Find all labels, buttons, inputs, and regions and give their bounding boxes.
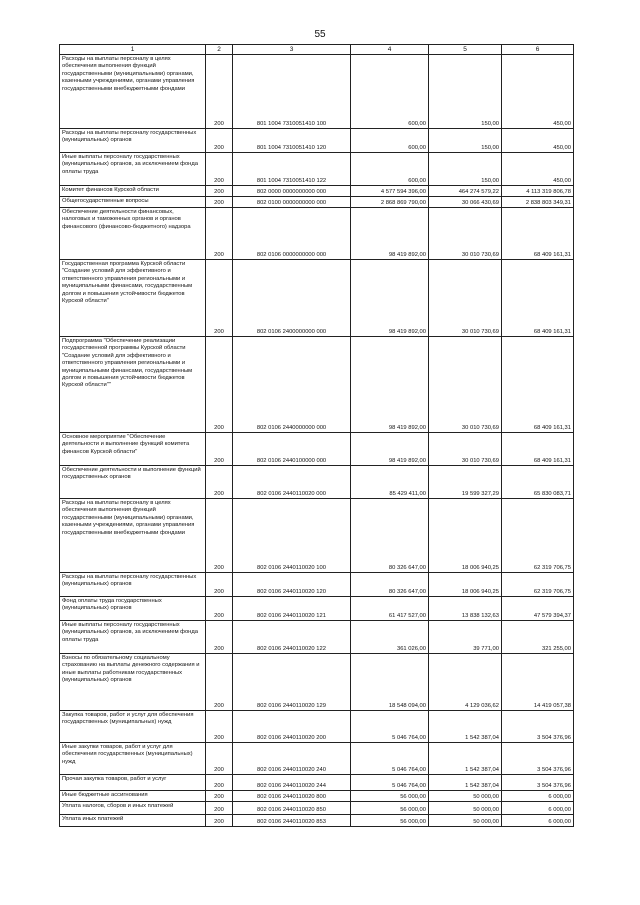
row-budget-code: 802 0106 2440100000 000 — [233, 433, 351, 466]
row-admin-code: 200 — [206, 433, 233, 466]
row-remaining-amount: 68 409 161,31 — [502, 433, 574, 466]
row-budget-code: 802 0106 2440110020 800 — [233, 791, 351, 802]
column-header: 2 — [206, 45, 233, 55]
row-executed-amount: 1 542 387,04 — [429, 743, 502, 775]
row-admin-code: 200 — [206, 621, 233, 654]
row-remaining-amount: 6 000,00 — [502, 815, 574, 827]
row-executed-amount: 4 129 036,62 — [429, 654, 502, 711]
row-approved-amount: 98 419 892,00 — [351, 260, 429, 337]
row-approved-amount: 80 326 647,00 — [351, 573, 429, 597]
table-row — [60, 466, 574, 499]
row-remaining-amount: 3 504 376,96 — [502, 775, 574, 791]
row-executed-amount: 18 006 940,25 — [429, 573, 502, 597]
row-admin-code: 200 — [206, 197, 233, 208]
row-executed-amount: 18 006 940,25 — [429, 499, 502, 573]
row-name: Расходы на выплаты персоналу в целях обеспечения выполнения функций государственными (муниципальными) органами, казенными учреждениями, органами управления государственными внебюджетными фондами — [60, 55, 206, 129]
row-approved-amount: 85 429 411,00 — [351, 466, 429, 499]
row-budget-code: 801 1004 7310051410 120 — [233, 129, 351, 153]
row-budget-code: 802 0106 2440000000 000 — [233, 337, 351, 433]
page-number: 55 — [314, 29, 326, 40]
row-admin-code: 200 — [206, 597, 233, 621]
row-name: Расходы на выплаты персоналу в целях обеспечения выполнения функций государственными (муниципальными) органами, казенными учреждениями, органами управления государственными внебюджетными фондами — [60, 499, 206, 573]
row-budget-code: 802 0106 2440110020 244 — [233, 775, 351, 791]
row-remaining-amount: 450,00 — [502, 55, 574, 129]
row-name: Комитет финансов Курской области — [60, 186, 206, 197]
table-row — [60, 743, 574, 775]
row-name: Общегосударственные вопросы — [60, 197, 206, 208]
row-budget-code: 802 0000 0000000000 000 — [233, 186, 351, 197]
row-remaining-amount: 14 419 057,38 — [502, 654, 574, 711]
row-name: Обеспечение деятельности финансовых, налоговых и таможенных органов и органов финансового (финансово-бюджетного) надзора — [60, 208, 206, 260]
row-executed-amount: 50 000,00 — [429, 791, 502, 802]
table-row — [60, 815, 574, 827]
row-name: Прочая закупка товаров, работ и услуг — [60, 775, 206, 791]
row-name: Основное мероприятие "Обеспечение деятельности и выполнение функций комитета финансов Курской области" — [60, 433, 206, 466]
row-admin-code: 200 — [206, 153, 233, 186]
row-remaining-amount: 450,00 — [502, 153, 574, 186]
table-row — [60, 711, 574, 743]
row-executed-amount: 150,00 — [429, 153, 502, 186]
row-admin-code: 200 — [206, 129, 233, 153]
table-header-row — [60, 45, 574, 55]
row-executed-amount: 19 599 327,29 — [429, 466, 502, 499]
row-remaining-amount: 3 504 376,96 — [502, 711, 574, 743]
row-approved-amount: 361 026,00 — [351, 621, 429, 654]
row-admin-code: 200 — [206, 260, 233, 337]
row-executed-amount: 30 010 730,69 — [429, 337, 502, 433]
table-row — [60, 621, 574, 654]
row-budget-code: 802 0106 2440110020 853 — [233, 815, 351, 827]
column-header: 5 — [429, 45, 502, 55]
table-row — [60, 791, 574, 802]
row-budget-code: 802 0100 0000000000 000 — [233, 197, 351, 208]
row-name: Иные бюджетные ассигнования — [60, 791, 206, 802]
row-approved-amount: 80 326 647,00 — [351, 499, 429, 573]
row-budget-code: 802 0106 2440110020 000 — [233, 466, 351, 499]
row-budget-code: 802 0106 2440110020 129 — [233, 654, 351, 711]
row-budget-code: 802 0106 2440110020 121 — [233, 597, 351, 621]
row-approved-amount: 18 548 094,00 — [351, 654, 429, 711]
row-approved-amount: 56 000,00 — [351, 791, 429, 802]
row-approved-amount: 600,00 — [351, 129, 429, 153]
column-header: 3 — [233, 45, 351, 55]
table-row — [60, 802, 574, 815]
table-row — [60, 197, 574, 208]
row-remaining-amount: 450,00 — [502, 129, 574, 153]
row-admin-code: 200 — [206, 186, 233, 197]
row-admin-code: 200 — [206, 815, 233, 827]
row-budget-code: 802 0106 2440110020 120 — [233, 573, 351, 597]
table-row — [60, 55, 574, 129]
row-remaining-amount: 65 830 083,71 — [502, 466, 574, 499]
row-admin-code: 200 — [206, 775, 233, 791]
row-name: Иные выплаты персоналу государственных (муниципальных) органов, за исключением фонда оплаты труда — [60, 621, 206, 654]
row-name: Иные выплаты персоналу государственных (муниципальных) органов, за исключением фонда оплаты труда — [60, 153, 206, 186]
table-row — [60, 654, 574, 711]
row-remaining-amount: 321 255,00 — [502, 621, 574, 654]
row-admin-code: 200 — [206, 802, 233, 815]
row-remaining-amount: 6 000,00 — [502, 791, 574, 802]
row-remaining-amount: 68 409 161,31 — [502, 260, 574, 337]
row-remaining-amount: 68 409 161,31 — [502, 337, 574, 433]
row-executed-amount: 30 010 730,69 — [429, 208, 502, 260]
row-approved-amount: 61 417 527,00 — [351, 597, 429, 621]
table-row — [60, 433, 574, 466]
row-budget-code: 802 0106 2440110020 240 — [233, 743, 351, 775]
row-admin-code: 200 — [206, 337, 233, 433]
table-row — [60, 775, 574, 791]
row-admin-code: 200 — [206, 55, 233, 129]
row-admin-code: 200 — [206, 499, 233, 573]
row-budget-code: 802 0106 2440110020 200 — [233, 711, 351, 743]
row-name: Расходы на выплаты персоналу государственных (муниципальных) органов — [60, 129, 206, 153]
row-approved-amount: 4 577 594 396,00 — [351, 186, 429, 197]
row-name: Уплата налогов, сборов и иных платежей — [60, 802, 206, 815]
table-row — [60, 260, 574, 337]
row-executed-amount: 50 000,00 — [429, 815, 502, 827]
row-executed-amount: 30 066 430,69 — [429, 197, 502, 208]
row-approved-amount: 5 046 764,00 — [351, 743, 429, 775]
row-name: Расходы на выплаты персоналу государственных (муниципальных) органов — [60, 573, 206, 597]
row-remaining-amount: 47 579 394,37 — [502, 597, 574, 621]
column-header: 6 — [502, 45, 574, 55]
budget-table — [59, 44, 574, 827]
table-row — [60, 499, 574, 573]
row-approved-amount: 5 046 764,00 — [351, 775, 429, 791]
row-budget-code: 802 0106 0000000000 000 — [233, 208, 351, 260]
row-name: Уплата иных платежей — [60, 815, 206, 827]
row-approved-amount: 2 868 869 790,00 — [351, 197, 429, 208]
table-row — [60, 129, 574, 153]
row-remaining-amount: 4 113 319 806,78 — [502, 186, 574, 197]
table-row — [60, 573, 574, 597]
row-remaining-amount: 2 838 803 349,31 — [502, 197, 574, 208]
row-budget-code: 801 1004 7310051410 100 — [233, 55, 351, 129]
row-executed-amount: 1 542 387,04 — [429, 711, 502, 743]
row-name: Закупка товаров, работ и услуг для обеспечения государственных (муниципальных) нужд — [60, 711, 206, 743]
row-approved-amount: 98 419 892,00 — [351, 433, 429, 466]
row-remaining-amount: 62 319 706,75 — [502, 573, 574, 597]
row-approved-amount: 5 046 764,00 — [351, 711, 429, 743]
row-name: Подпрограмма "Обеспечение реализации государственной программы Курской области "Создание условий для эффективного и ответственного управления региональными и муниципальными финансами, государственным долгом и повышения устойчивости бюджетов Курской области"" — [60, 337, 206, 433]
table-row — [60, 597, 574, 621]
row-executed-amount: 150,00 — [429, 129, 502, 153]
row-remaining-amount: 3 504 376,96 — [502, 743, 574, 775]
row-executed-amount: 50 000,00 — [429, 802, 502, 815]
row-remaining-amount: 68 409 161,31 — [502, 208, 574, 260]
table-row — [60, 153, 574, 186]
table-row — [60, 186, 574, 197]
row-admin-code: 200 — [206, 791, 233, 802]
row-name: Взносы по обязательному социальному страхованию на выплаты денежного содержания и иные выплаты работникам государственных (муниципальных) органов — [60, 654, 206, 711]
row-budget-code: 802 0106 2440110020 850 — [233, 802, 351, 815]
row-approved-amount: 600,00 — [351, 153, 429, 186]
row-admin-code: 200 — [206, 573, 233, 597]
row-admin-code: 200 — [206, 743, 233, 775]
row-executed-amount: 464 274 579,22 — [429, 186, 502, 197]
row-admin-code: 200 — [206, 654, 233, 711]
row-executed-amount: 39 771,00 — [429, 621, 502, 654]
row-budget-code: 802 0106 2400000000 000 — [233, 260, 351, 337]
row-admin-code: 200 — [206, 208, 233, 260]
row-name: Обеспечение деятельности и выполнение функций государственных органов — [60, 466, 206, 499]
column-header: 1 — [60, 45, 206, 55]
row-approved-amount: 56 000,00 — [351, 802, 429, 815]
row-approved-amount: 98 419 892,00 — [351, 208, 429, 260]
row-remaining-amount: 6 000,00 — [502, 802, 574, 815]
row-admin-code: 200 — [206, 466, 233, 499]
column-header: 4 — [351, 45, 429, 55]
row-executed-amount: 1 542 387,04 — [429, 775, 502, 791]
row-name: Фонд оплаты труда государственных (муниципальных) органов — [60, 597, 206, 621]
row-name: Иные закупки товаров, работ и услуг для обеспечения государственных (муниципальных) нужд — [60, 743, 206, 775]
row-approved-amount: 600,00 — [351, 55, 429, 129]
row-executed-amount: 13 838 132,63 — [429, 597, 502, 621]
row-budget-code: 802 0106 2440110020 122 — [233, 621, 351, 654]
row-budget-code: 801 1004 7310051410 122 — [233, 153, 351, 186]
row-budget-code: 802 0106 2440110020 100 — [233, 499, 351, 573]
row-name: Государственная программа Курской области "Создание условий для эффективного и ответственного управления региональными и муниципальными финансами, государственным долгом и повышения устойчивости бюджетов Курской области" — [60, 260, 206, 337]
row-admin-code: 200 — [206, 711, 233, 743]
table-row — [60, 208, 574, 260]
row-executed-amount: 30 010 730,69 — [429, 260, 502, 337]
row-executed-amount: 30 010 730,69 — [429, 433, 502, 466]
row-approved-amount: 98 419 892,00 — [351, 337, 429, 433]
row-executed-amount: 150,00 — [429, 55, 502, 129]
row-remaining-amount: 62 319 706,75 — [502, 499, 574, 573]
row-approved-amount: 56 000,00 — [351, 815, 429, 827]
table-row — [60, 337, 574, 433]
